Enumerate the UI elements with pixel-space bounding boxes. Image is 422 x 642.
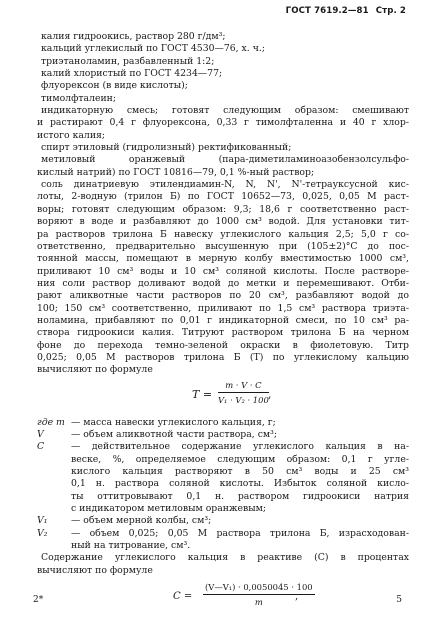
text-line: тимолфталеин; [41, 92, 116, 104]
text-line: и растирают 0,4 г флуорексона, 0,33 г тимолфталенна и 40 г хлор- [37, 117, 409, 129]
definition-text: с индикатором метиловым оранжевым; [71, 503, 267, 515]
text-line: ра растворов трилона Б навеску углекислого кальция 2,5; 5,0 г со- [37, 228, 409, 240]
footer-signature-mark: 2* [33, 595, 44, 605]
definition-text: ты оттитровывают 0,1 н. раствором гидроокиси натрия [71, 490, 409, 502]
definition-row [37, 540, 409, 552]
text-line: Содержание углекислого кальция в реактиве (С) в процентах [41, 552, 409, 564]
content-formula [37, 579, 409, 609]
definition-symbol: V₁ [37, 515, 48, 527]
page-header [286, 6, 406, 16]
definition-row [37, 503, 409, 515]
text-line: тоянной массы, помещают в мерную колбу вместимостью 1000 см³, [37, 253, 409, 265]
definition-symbol: V [37, 428, 44, 440]
definition-text: — действительное содержание углекислого кальция в на- [71, 441, 409, 453]
definition-symbol [37, 491, 71, 503]
formula-fraction [218, 379, 269, 407]
text-line: 100; 150 см³ соответственно, приливают по 1,5 см³ раствора триэта- [37, 302, 409, 314]
text-line: вычисляют по формуле [37, 564, 153, 576]
definition-symbol [37, 454, 71, 466]
definition-text: ный на титрование, см³. [71, 540, 191, 552]
text-line: кислый натрий) по ГОСТ 10816—79, 0,1 %-ный раствор; [37, 166, 315, 178]
text-line: истого калия; [37, 129, 106, 141]
page-number: 5 [396, 595, 402, 605]
body-text [37, 31, 409, 609]
formula-numerator: (V—V₁) · 0,0050045 · 100 [203, 581, 315, 595]
text-line: 0,025; 0,05 М растворов трилона Б (Т) по углекислому кальцию [37, 351, 409, 363]
page-label: Стр. 2 [375, 6, 406, 16]
definition-symbol: C [37, 441, 45, 453]
text-line: фоне до перехода темно-зеленой окраски в фиолетовую. Титр [37, 339, 409, 351]
definition-row [37, 466, 409, 478]
definition-text: — объем 0,025; 0,05 М раствора трилона Б, израсходован- [71, 527, 409, 539]
definition-text: — объем аликвотной части раствора, см³; [71, 428, 277, 440]
titer-formula [37, 379, 409, 413]
definition-text: — масса навески углекислого кальция, г; [71, 416, 276, 428]
definition-symbol: где m [37, 416, 65, 428]
definition-symbol [37, 503, 71, 515]
text-line: спирт этиловый (гидролизный) ректификованный; [41, 142, 292, 154]
text-line: метиловый оранжевый (пара-диметиламиноазобензолсульфо- [41, 154, 409, 166]
formula-tail: , [295, 591, 299, 603]
formula-tail: , [268, 387, 272, 401]
definition-row [37, 478, 409, 490]
text-line: вычисляют по формуле [37, 364, 153, 376]
definition-row [37, 454, 409, 466]
definition-row [37, 491, 409, 503]
text-line: кальций углекислый по ГОСТ 4530—76, х. ч.; [41, 43, 265, 55]
variable-definitions [37, 417, 409, 553]
definition-row [37, 441, 409, 453]
text-line: воряют в воде и разбавляют до 1000 см³ водой. Для установки тит- [37, 216, 409, 228]
definition-text: веске, %, определяемое следующим образом: 0,1 г угле- [71, 453, 409, 465]
text-line: индикаторную смесь; готовят следующим образом: смешивают [41, 105, 409, 117]
text-line: воры; готовят следующим образом: 9,3; 18,6 г соответственно раст- [37, 203, 409, 215]
definition-text: — объем мерной колбы, см³; [71, 515, 212, 527]
standard-number: ГОСТ 7619.2—81 [285, 6, 369, 16]
definition-text: 0,1 н. раствора соляной кислоты. Избыток соляной кисло- [71, 478, 409, 490]
formula-denominator: V₁ · V₂ · 100 [218, 394, 269, 405]
definition-row [37, 515, 409, 527]
text-line: рают аликвотные части растворов по 20 см³, разбавляют водой до [37, 290, 409, 302]
definition-row [37, 417, 409, 429]
definition-symbol [37, 478, 71, 490]
text-line: калия гидроокись, раствор 280 г/дм³; [41, 31, 226, 42]
text-line: триэтаноламин, разбавленный 1:2; [41, 55, 215, 67]
definition-text: кислого кальция растворяют в 50 см³ воды и 25 см³ [71, 466, 409, 477]
text-line: приливают 10 см³ воды и 10 см³ соляной кислоты. После растворе- [37, 265, 409, 277]
text-line: лоты, 2-водную (трилон Б) по ГОСТ 10652—73, 0,025, 0,05 М раст- [37, 191, 409, 203]
formula-lhs: T = [192, 387, 213, 401]
text-line: флуорексон (в виде кислоты); [41, 80, 188, 92]
definition-row [37, 429, 409, 441]
definition-symbol [37, 540, 71, 552]
definition-row [37, 528, 409, 540]
text-line: створа гидроокиси калия. Титруют раствором трилона Б на черном [37, 327, 409, 339]
text-line: ответственно, предварительно высушенную при (105±2)°С до пос- [37, 240, 409, 252]
formula-lhs: C = [173, 591, 193, 603]
formula-denominator: m [254, 597, 263, 608]
text-line: соль динатриевую этилендиамин-N, N, N', N'-тетрауксусной кис- [41, 179, 409, 191]
formula-numerator: m · V · C [218, 379, 269, 393]
definition-symbol [37, 466, 71, 478]
text-line: калий хлористый по ГОСТ 4234—77; [41, 68, 223, 80]
text-line: ния соли раствор доливают водой до метки и перемешивают. Отби- [37, 277, 409, 289]
definition-symbol: V₂ [37, 527, 48, 539]
text-line: ноламина, прибавляют по 0,01 г индикаторной смеси, по 10 см³ ра- [37, 314, 409, 326]
